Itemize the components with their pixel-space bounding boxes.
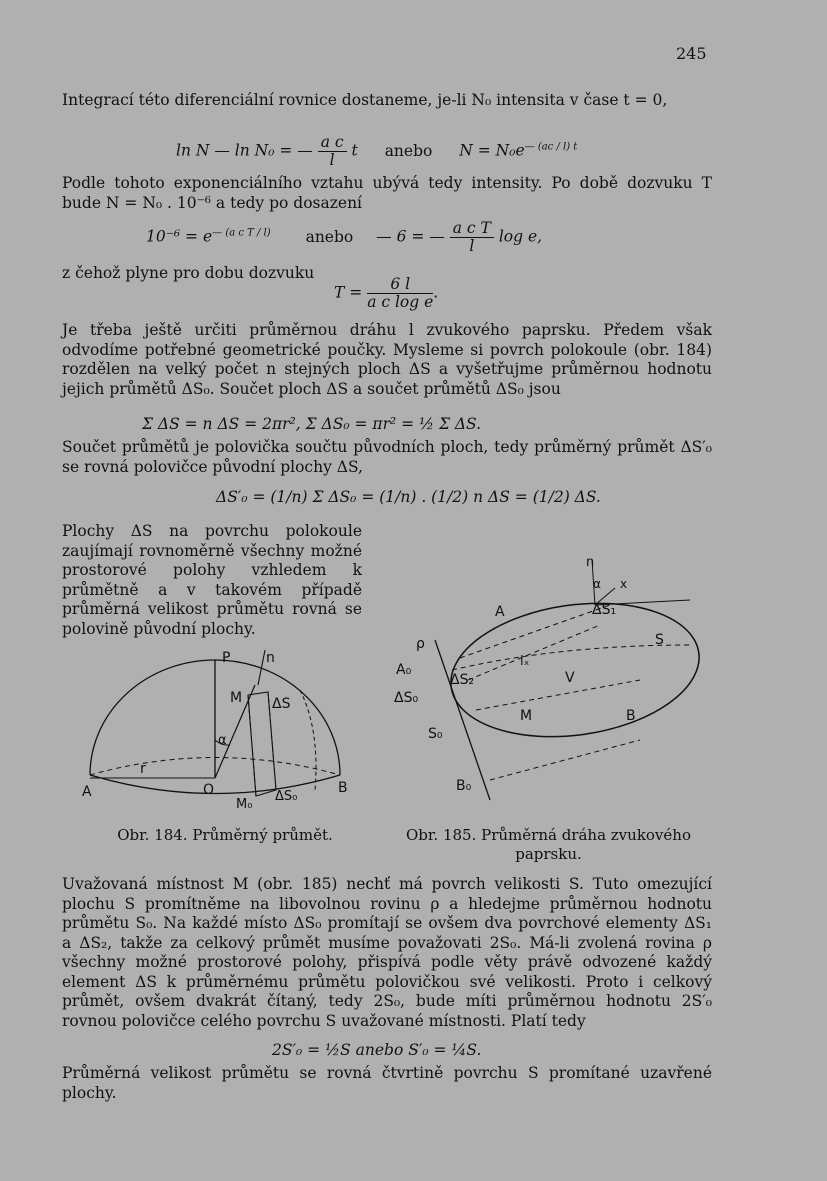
fig184-label-n: n [266,650,275,666]
fig185-label-V: V [565,670,575,686]
fig185-label-dS2: ΔS₂ [450,672,475,688]
fig184-label-A: A [82,784,92,800]
eq1-fraction [318,134,347,169]
fig184-label-B: B [338,780,348,796]
paragraph-5: Součet průmětů je polovička součtu původních ploch, tedy průměrný průmět ΔS′₀ se rovná polovičce původní plochy ΔS, [62,438,712,476]
fig185-label-x: x [620,577,628,591]
fig185-label-dS0: ΔS₀ [394,690,419,706]
eq3-den: a c log e [367,293,434,311]
eq1-t: t [351,141,358,160]
eq2-den: l [469,237,475,255]
paragraph-2: Podle tohoto exponenciálního vztahu ubývá tedy intensity. Po době dozvuku T bude N = N₀ . 10⁻⁶ a tedy po dosazení [62,174,712,212]
eq2-tail: log e, [498,227,543,246]
figure-185 [390,550,710,810]
eq3-left: T = [334,283,363,302]
eq1-den: l [329,151,335,169]
fig185-label-n: n [586,555,595,570]
paragraph-8: Průměrná velikost průmětu se rovná čtvrtině povrchu S promítané uzavřené plochy. [62,1064,712,1102]
fig184-label-P: P [222,650,231,666]
paragraph-7: Uvažovaná místnost M (obr. 185) nechť má povrch velikosti S. Tuto omezující plochu S promítněme na libovolnou rovinu ρ a hledejme průměrnou hodnotu průmětu S₀. Na každé místo ΔS₀ promítají se ovšem dva povrchové elementy ΔS₁ a ΔS₂, takže za celkový průmět musíme považovati 2S₀. Má-li zvolená rovina ρ všechny možné prostorové polohy, přispívá podle věty právě odvozené každý element ΔS k průměrnému průmětu polovičkou své velikosti. Proto i celkový průmět, ovšem dvakrát čítaný, tedy 2S₀, bude míti průměrnou hodnotu 2S′₀ rovnou polovičce celého povrchu S uvažované místnosti. Platí tedy [62,875,712,1030]
eq1-right: N = N₀e [459,141,525,160]
fig184-label-O: O [203,782,215,798]
eq1-num: a c [318,134,347,152]
page-number: 245 [676,44,707,63]
paragraph-3: z čehož plyne pro dobu dozvuku [62,264,315,282]
fig184-label-dS: ΔS [272,696,291,712]
fig185-label-M: M [520,708,533,724]
equation-3 [334,276,438,311]
eq1-exponent: — (ac / l) t [524,141,578,153]
figure-184 [80,640,370,820]
fig184-label-r: r [140,761,146,777]
fig185-label-lx: lₓ [520,654,530,669]
figure-185-caption: Obr. 185. Průměrná dráha zvukového paprsku. [406,826,691,863]
fig185-label-dS1: ΔS₁ [592,602,617,618]
fig185-label-A: A [495,604,505,620]
eq2-mid: anebo [305,227,354,246]
fig185-label-S0: S₀ [428,726,443,742]
fig185-label-B: B [626,708,636,724]
equation-5: ΔS′₀ = (1/n) Σ ΔS₀ = (1/n) . (1/2) n ΔS = (1/2) ΔS. [216,488,601,506]
eq2-fraction [450,220,494,255]
fig185-label-alpha: α [593,577,601,591]
figure-184-caption: Obr. 184. Průměrný průmět. [117,826,333,844]
paragraph-6: Plochy ΔS na povrchu polokoule zaujímají rovnoměrně všechny možné prostorové polohy vzhledem k průmětně a v takovém případě průměrná velikost průmětu rovná se polovině původní plochy. [62,522,362,638]
paragraph-1: Integrací této diferenciální rovnice dostaneme, je-li N₀ intensita v čase t = 0, [62,91,668,109]
eq1-left: ln N — ln N₀ = — [176,141,313,160]
eq2-right: — 6 = — [376,227,445,246]
eq2-left: 10⁻⁶ = e [146,227,213,246]
fig184-label-M: M [230,690,243,706]
eq2-exponent: — (a c T / l) [212,227,271,239]
fig185-label-A0: A₀ [396,662,412,678]
equation-2 [146,220,542,255]
fig184-label-dS0: ΔS₀ [275,789,298,804]
eq3-tail: . [433,283,439,302]
eq3-num: 6 l [367,276,433,294]
fig185-label-B0: B₀ [456,778,472,794]
equation-1 [176,134,577,169]
fig184-label-M0: M₀ [236,797,253,812]
equation-6: 2S′₀ = ½S anebo S′₀ = ¼S. [272,1041,482,1059]
eq2-num: a c T [450,220,494,238]
paragraph-4: Je třeba ještě určiti průměrnou dráhu l zvukového paprsku. Předem však odvodíme potřebné geometrické poučky. Mysleme si povrch polokoule (obr. 184) rozdělen na velký počet n stejných ploch ΔS a vyšetřujme průměrnou hodnotu jejich průmětů ΔS₀. Součet ploch ΔS a součet průmětů ΔS₀ jsou [62,321,712,398]
fig185-label-S: S [655,632,664,648]
eq1-mid: anebo [384,141,433,160]
fig185-label-rho: ρ [416,636,425,652]
fig184-label-alpha: α [218,733,227,748]
equation-4: Σ ΔS = n ΔS = 2πr², Σ ΔS₀ = πr² = ½ Σ ΔS. [142,415,482,433]
eq3-fraction [367,276,433,311]
